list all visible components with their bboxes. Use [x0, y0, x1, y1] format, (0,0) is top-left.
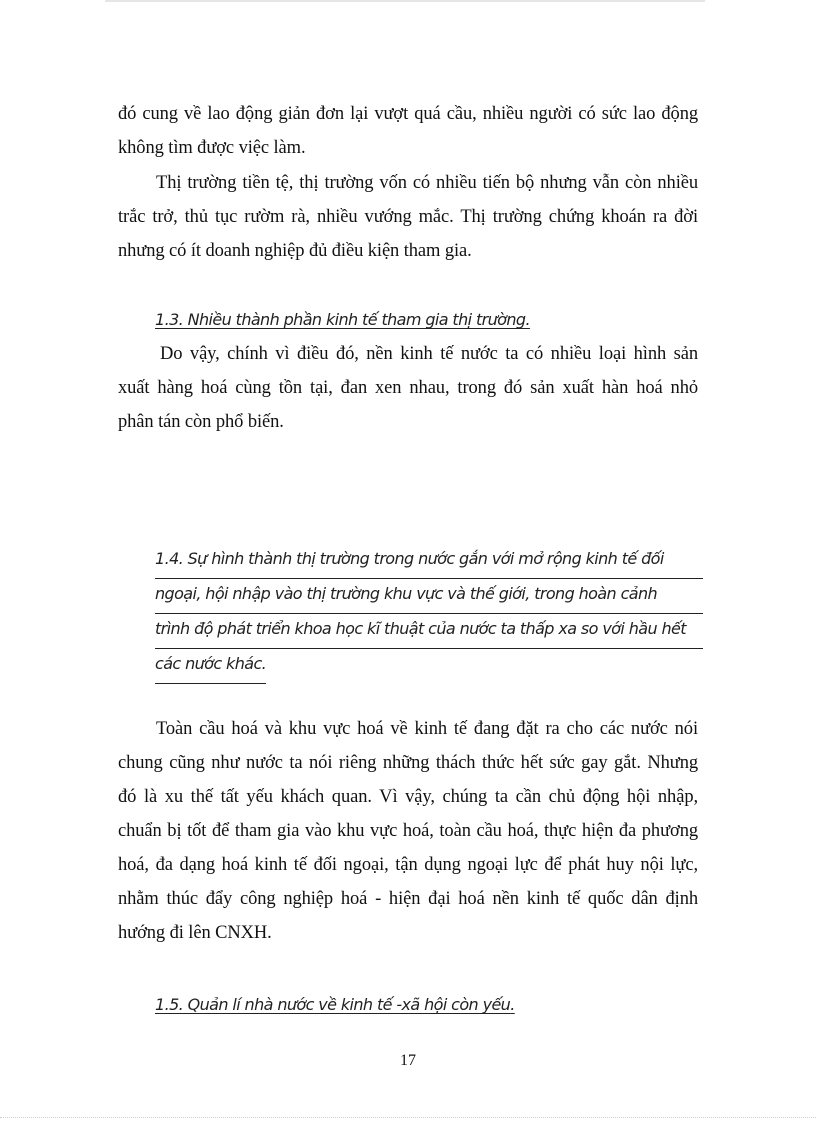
- text-line: phân tán còn phổ biến.: [118, 412, 284, 432]
- heading-line: [155, 649, 266, 684]
- paragraph-labor: [118, 97, 698, 165]
- heading-1-3: [155, 310, 530, 329]
- text-line: hoá, đa dạng hoá kinh tế đối ngoại, tận dụng ngoại lực để phát huy nội lực,: [118, 855, 698, 875]
- top-border: [105, 0, 705, 2]
- paragraph-economic-sectors: [118, 337, 698, 439]
- heading-1-5: [155, 995, 515, 1014]
- heading-period: .: [261, 654, 267, 673]
- text-line: Toàn cầu hoá và khu vực hoá về kinh tế đang đặt ra cho các nước nói: [156, 719, 698, 739]
- heading-1-4: [155, 544, 703, 684]
- text-line: nhằm thúc đẩy công nghiệp hoá - hiện đại hoá nền kinh tế quốc dân định: [118, 889, 698, 909]
- heading-text: các nước khác: [155, 654, 262, 673]
- text-line: trắc trở, thủ tục rườm rà, nhiều vướng mắc. Thị trường chứng khoán ra đời: [118, 207, 698, 227]
- text-line: Do vậy, chính vì điều đó, nền kinh tế nước ta có nhiều loại hình sản: [160, 344, 698, 364]
- heading-text: 1.3. Nhiều thành phần kinh tế tham gia thị trường: [155, 310, 526, 329]
- page-number: 17: [400, 1052, 416, 1069]
- heading-period: .: [510, 995, 515, 1014]
- heading-line: trình độ phát triển khoa học kĩ thuật của nước ta thấp xa so với hầu hết: [155, 614, 703, 649]
- text-line: không tìm được việc làm.: [118, 138, 306, 158]
- text-line: đó là xu thế tất yếu khách quan. Vì vậy, chúng ta cần chủ động hội nhập,: [118, 787, 698, 807]
- text-line: chuẩn bị tốt để tham gia vào khu vực hoá, toàn cầu hoá, thực hiện đa phương: [118, 821, 698, 841]
- text-line: hướng đi lên CNXH.: [118, 923, 272, 943]
- heading-text: 1.5. Quản lí nhà nước về kinh tế -xã hội còn yếu: [155, 995, 511, 1014]
- paragraph-financial-market: [118, 166, 698, 268]
- paragraph-globalization: [118, 712, 698, 950]
- text-line: Thị trường tiền tệ, thị trường vốn có nhiều tiến bộ nhưng vẫn còn nhiều: [156, 173, 698, 193]
- text-line: nhưng có ít doanh nghiệp đủ điều kiện tham gia.: [118, 241, 472, 261]
- bottom-border: [0, 1117, 816, 1118]
- heading-line: ngoại, hội nhập vào thị trường khu vực và thế giới, trong hoàn cảnh: [155, 579, 703, 614]
- heading-period: .: [525, 310, 530, 329]
- text-line: chung cũng như nước ta nói riêng những thách thức hết sức gay gắt. Nhưng: [118, 753, 698, 773]
- text-line: xuất hàng hoá cùng tồn tại, đan xen nhau, trong đó sản xuất hàn hoá nhỏ: [118, 378, 698, 398]
- text-line: đó cung về lao động giản đơn lại vượt quá cầu, nhiều người có sức lao động: [118, 104, 698, 124]
- heading-line: 1.4. Sự hình thành thị trường trong nước gắn với mở rộng kinh tế đối: [155, 544, 703, 579]
